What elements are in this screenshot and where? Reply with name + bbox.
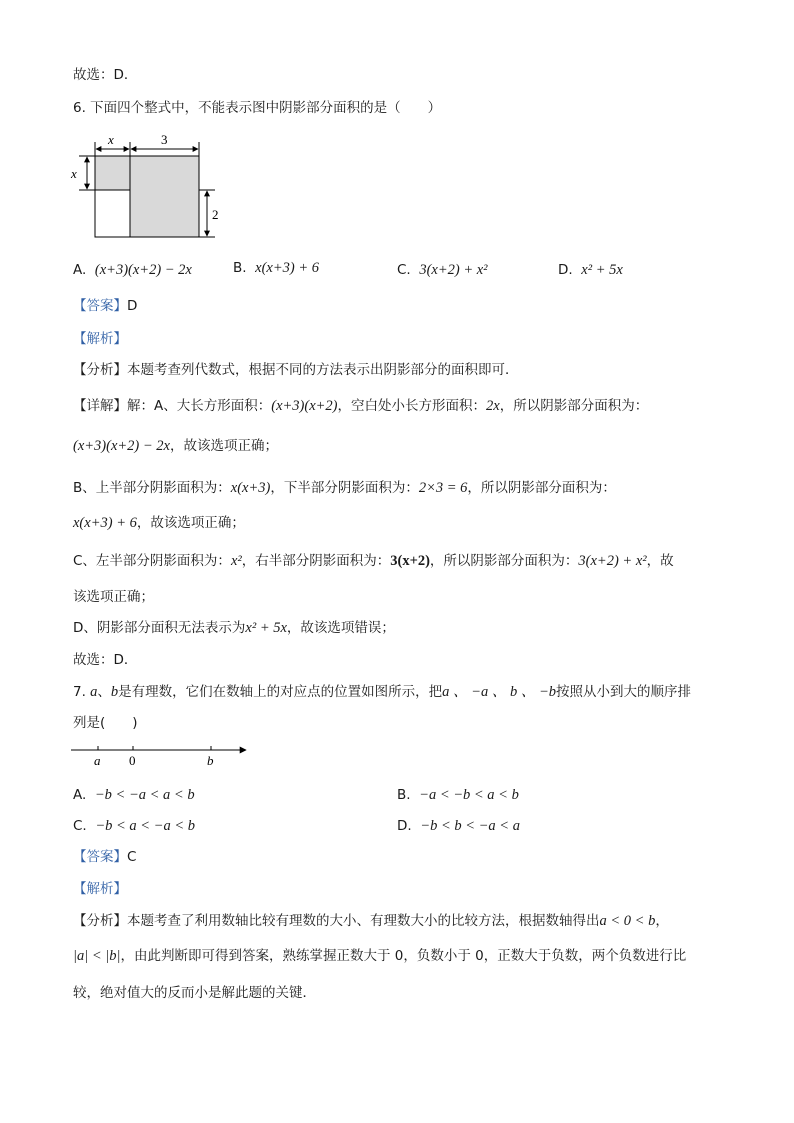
q6-detail-c-line1: C、左半部分阴影面积为：x²，右半部分阴影面积为：3(x+2)，所以阴影部分面积为：3(x+2) + x²，故 <box>73 553 674 569</box>
q6-conclusion: 故选：D． <box>73 652 138 668</box>
q6-detail-b-line2: x(x+3) + 6，故该选项正确； <box>73 515 245 531</box>
axis-label-b: b <box>207 753 214 768</box>
shaded-top-left <box>95 156 130 190</box>
shaded-right-block <box>130 156 199 237</box>
previous-conclusion: 故选：D． <box>73 67 138 83</box>
q7-option-b: B. −a < −b < a < b <box>397 787 519 803</box>
q6-detail-d: D、阴影部分面积无法表示为x² + 5x，故该选项错误； <box>73 620 395 636</box>
fig-label-right-2: 2 <box>212 207 219 222</box>
q6-detail-a-line1: 【详解】解：A、大长方形面积：(x+3)(x+2)，空白处小长方形面积：2x，所以阴影部分面积为： <box>73 398 649 414</box>
q7-fenxi-line3: 较，绝对值大的反而小是解此题的关键． <box>73 985 316 1001</box>
q7-option-c: C. −b < a < −a < b <box>73 818 195 834</box>
q6-stem: 6. 下面四个整式中，不能表示图中阴影部分面积的是（ ） <box>73 100 442 116</box>
q6-option-b: B. x(x+3) + 6 <box>233 260 320 276</box>
q6-option-d: D. x² + 5x <box>558 262 623 278</box>
fig-label-top-3: 3 <box>161 132 168 147</box>
q6-option-a: A. (x+3)(x+2) − 2x <box>73 262 192 278</box>
q6-answer: 【答案】D <box>73 298 138 314</box>
q6-rectangle-figure <box>66 128 226 244</box>
q7-number-line <box>66 740 256 770</box>
q7-answer: 【答案】C <box>73 849 137 865</box>
axis-label-a: a <box>94 753 101 768</box>
q6-detail-b-line1: B、上半部分阴影面积为：x(x+3)，下半部分阴影面积为：2×3 = 6，所以阴影部分面积为： <box>73 480 616 496</box>
q6-option-c: C. 3(x+2) + x² <box>397 262 488 278</box>
q7-stem-line1: 7. a、b是有理数，它们在数轴上的对应点的位置如图所示，把a 、 −a 、 b 、 −b按照从小到大的顺序排 <box>73 684 691 700</box>
q7-stem-line2: 列是( ) <box>73 715 138 731</box>
q6-fenxi: 【分析】本题考查列代数式，根据不同的方法表示出阴影部分的面积即可． <box>73 362 519 378</box>
q7-option-a: A. −b < −a < a < b <box>73 787 195 803</box>
q7-analysis-heading: 【解析】 <box>73 881 127 897</box>
q6-analysis-heading: 【解析】 <box>73 331 127 347</box>
q7-fenxi-line1: 【分析】本题考查了利用数轴比较有理数的大小、有理数大小的比较方法，根据数轴得出a < 0 < b， <box>73 913 669 929</box>
axis-label-0: 0 <box>129 753 136 768</box>
q6-detail-a-line2: (x+3)(x+2) − 2x，故该选项正确； <box>73 438 278 454</box>
q7-option-d: D. −b < b < −a < a <box>397 818 520 834</box>
q7-fenxi-line2: |a| < |b|，由此判断即可得到答案，熟练掌握正数大于 0，负数小于 0，正数大于负数，两个负数进行比 <box>73 948 687 964</box>
q6-detail-c-line2: 该选项正确； <box>73 589 154 605</box>
fig-label-left-x: x <box>71 166 77 181</box>
fig-label-top-x: x <box>108 132 114 147</box>
